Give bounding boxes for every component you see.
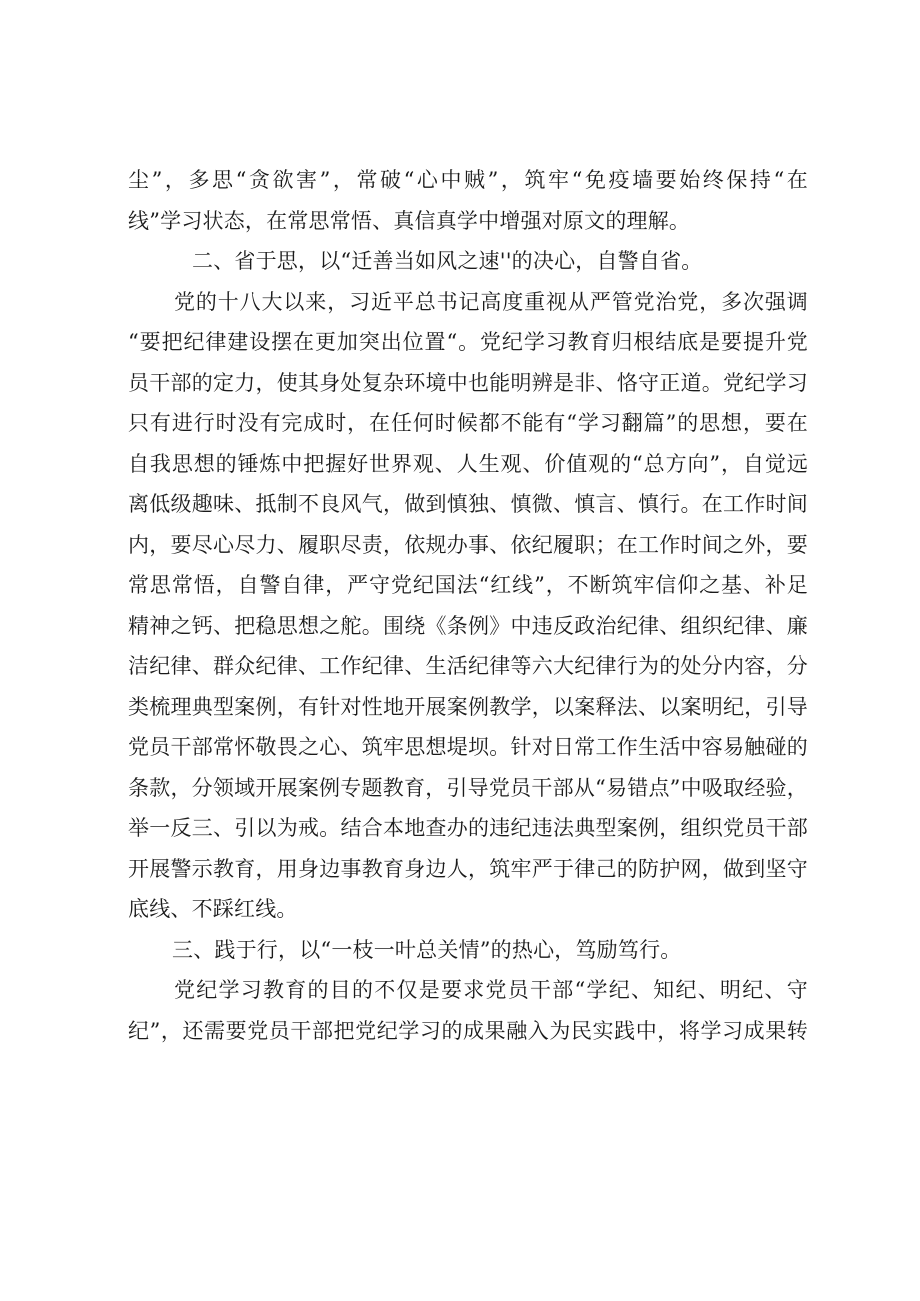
text-line: 党员干部常怀敬畏之心、筑牢思想堤坝。针对日常工作生活中容易触碰的	[128, 735, 808, 759]
text-line: 类梳理典型案例，有针对性地开展案例教学，以案释法、以案明纪，引导	[128, 694, 808, 719]
text-line: 纪”，还需要党员干部把党纪学习的成果融入为民实践中，将学习成果转	[128, 1018, 808, 1043]
text-line: 线”学习状态，在常思常悟、真信真学中增强对原文的理解。	[128, 208, 691, 233]
text-line: “要把纪律建设摆在更加突出位置“。党纪学习教育归根结底是要提升党	[128, 330, 808, 354]
text-line: 自我思想的锤炼中把握好世界观、人生观、价值观的“总方向”，自觉远	[128, 451, 808, 476]
text-line: 常思常悟，自警自律，严守党纪国法“红线”，不断筑牢信仰之基、补足	[128, 573, 808, 597]
body-text	[128, 160, 808, 1051]
text-line: 底线、不踩红线。	[128, 897, 298, 921]
text-line: 离低级趣味、抵制不良风气，做到慎独、慎微、慎言、慎行。在工作时间	[128, 492, 808, 516]
text-line: 员干部的定力，使其身处复杂环境中也能明辨是非、恪守正道。党纪学习	[128, 370, 808, 395]
text-line: 尘”，多思“贪欲害”，常破“心中贼”，筑牢“免疫墙要始终保持“在	[128, 168, 808, 192]
text-line: 洁纪律、群众纪律、工作纪律、生活纪律等六大纪律行为的处分内容，分	[128, 654, 808, 678]
text-line: 只有进行时没有完成时，在任何时候都不能有“学习翻篇”的思想，要在	[128, 411, 808, 435]
text-line: 条款，分领域开展案例专题教育，引导党员干部从“易错点”中吸取经验，	[128, 775, 808, 800]
section-heading-2: 二、省于思，以“迁善当如风之速''的决心，自警自省。	[192, 249, 703, 273]
section-heading-3: 三、践于行，以“一枝一叶总关情”的热心，笃励笃行。	[172, 937, 682, 962]
paragraph-start: 党的十八大以来，习近平总书记高度重视从严管党治党，多次强调	[174, 289, 808, 314]
text-line: 精神之钙、把稳思想之舵。围绕《条例》中违反政治纪律、组织纪律、廉	[128, 613, 808, 638]
text-line: 开展警示教育，用身边事教育身边人，筑牢严于律己的防护网，做到坚守	[128, 856, 808, 881]
text-line: 举一反三、引以为戒。结合本地查办的违纪违法典型案例，组织党员干部	[128, 816, 808, 840]
text-line: 内，要尽心尽力、履职尽责，依规办事、依纪履职；在工作时间之外，要	[128, 532, 808, 557]
paragraph-start: 党纪学习教育的目的不仅是要求党员干部“学纪、知纪、明纪、守	[174, 978, 808, 1002]
